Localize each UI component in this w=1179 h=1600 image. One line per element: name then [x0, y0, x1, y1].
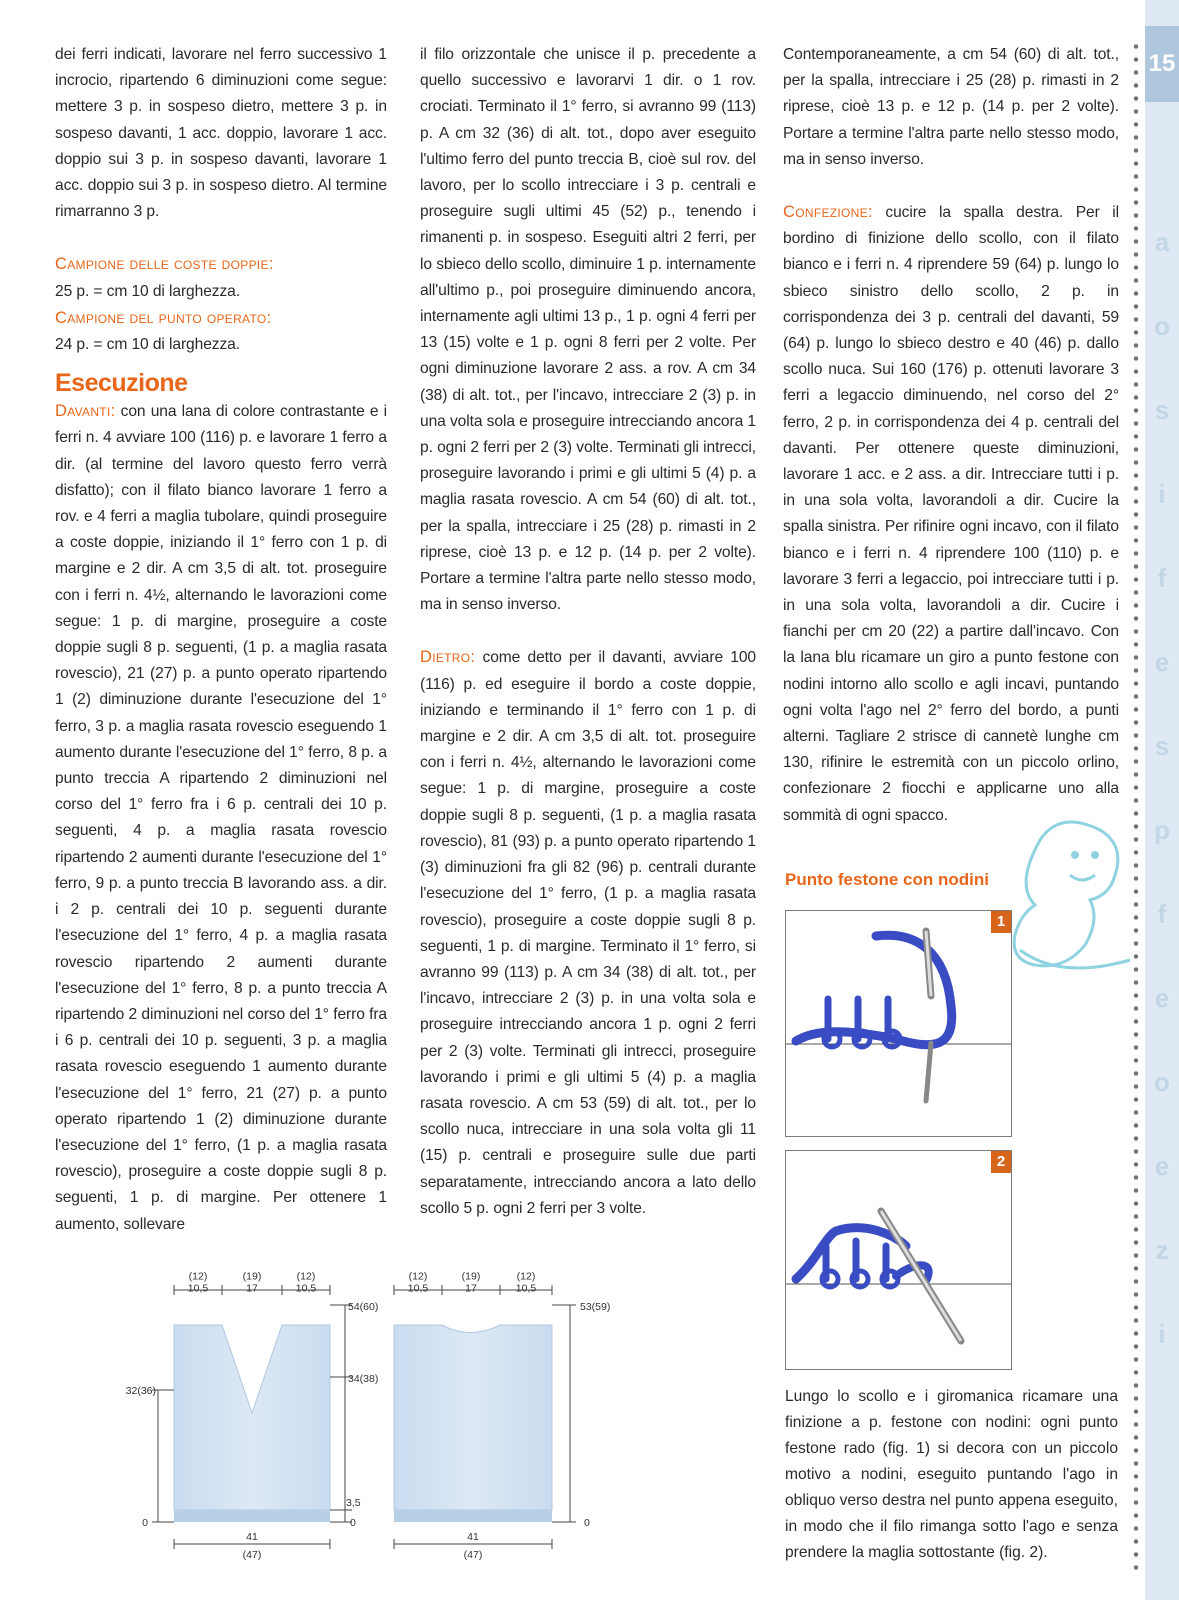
- gauge-pattern-label: Campione del punto operato:: [55, 308, 272, 327]
- front-piece: [174, 1325, 330, 1510]
- text-column-1: [55, 42, 387, 1238]
- front-top-dim-3-alt: (12): [296, 1270, 316, 1283]
- back-top-dim-2: 17: [465, 1282, 477, 1295]
- section-heading: Esecuzione: [55, 369, 188, 398]
- figure-title: Punto festone con nodini: [785, 870, 989, 889]
- side-index-strip: [1145, 0, 1179, 1600]
- back-width-alt: (47): [463, 1549, 483, 1561]
- figure-2: [785, 1150, 1012, 1370]
- figure-caption: Lungo lo scollo e i giromanica ricamare una finizione a p. festone con nodini: ogni punto festone rado (fig. 1) si decora con un piccolo motivo a nodini, eseguito puntando l'ago in obliquo verso destra nel punto appena eseguito, in modo che il filo rimanga sotto l'ago e senza prendere la maglia sottostante (fig. 2).: [785, 1388, 1118, 1561]
- front-top-dim-2-alt: (19): [242, 1270, 262, 1283]
- back-height-53: 53(59): [580, 1301, 611, 1313]
- finishing-instructions: Confezione: cucire la spalla destra. Per il bordino di finizione dello scollo, con il filato bianco e i ferri n. 4 riprendere 59 (64) p. lungo lo sbieco sinistro dello scollo, 2 p. in corrispondenza dei 3 p. centrali del davanti, 59 (64) p. lungo lo sbieco destro e 40 (46) p. dallo scollo nuca. Sui 160 (176) p. ottenuti lavorare 3 ferri a legaccio diminuendo, nel corso del 2° ferro, 2 p. in corrispondenza dei 4 p. centrali del davanti. Per ottenere queste diminuzioni, lavorare 1 acc. e 2 ass. a dir. Intrecciare tutti i p. in una sola volta, lavorandoli a dir. Cucire la spalla sinistra. Per rifinire ogni incavo, con il filato bianco e i ferri n. 4 riprendere 100 (110) p. e lavorare 3 ferri a legaccio, poi intrecciare tutti i p. in una sola volta, lavorandoli a dir. Cucire i fianchi per cm 20 (22) a partire dall'incavo. Con la lana blu ricamare un giro a punto festone con nodini intorno allo scollo e agli incavi, puntando ogni volta l'ago nel 2° ferro del bordo, a punti alterni. Tagliare 2 strisce di cannetè lunghe cm 130, rifinire le estremità con un piccolo orlino, confezionare 2 fiocchi e applicarne uno alla sommità di ogni spacco.: [783, 203, 1119, 824]
- garment-schema: [0, 1270, 760, 1600]
- front-zero-mid: 0: [350, 1517, 356, 1529]
- gauge-ribs-label: Campione delle coste doppie:: [55, 255, 274, 274]
- back-top-dim-3-alt: (12): [516, 1270, 536, 1283]
- back-continued: Contemporaneamente, a cm 54 (60) di alt. tot., per la spalla, intrecciare i 25 (28) p. rimasti in 2 riprese, cioè 13 p. e 12 p. (14 p. per 2 volte). Portare a termine l'altra parte nello stesso modo, ma in senso inverso.: [783, 46, 1119, 168]
- front-continued: il filo orizzontale che unisce il p. precedente a quello successivo e lavorarvi 1 dir. o 1 rov. crociati. Terminato il 1° ferro, si avranno 99 (113) p. A cm 32 (36) di alt. tot., dopo aver eseguito l'ultimo ferro del punto treccia B, cioè sul rov. del lavoro, per lo scollo intrecciare i 3 p. centrali e proseguire sugli ultimi 45 (52) p., tenendo i rimanenti p. in sospeso. Eseguiti altri 2 ferri, per lo sbieco dello scollo, diminuire 1 p. internamente all'ultimo p., poi proseguire diminuendo ancora, internamente agli ultimi 13 p., 1 p. ogni 4 ferri per 13 (15) volte e 1 p. ogni 8 ferri per 2 volte. Per ogni diminuzione lavorare 2 ass. a rov. A cm 34 (38) di alt. tot., per l'incavo, intrecciare 2 (3) p. in una volta sola e proseguire intrecciando ancora 1 p. ogni 2 ferri per 2 (3) volte. Terminati gli intrecci, proseguire lavorando i primi e gli ultimi 5 (4) p. a maglia rasata rovescio. A cm 54 (60) di alt. tot., per la spalla, intrecciare i 25 (28) p. rimasti in 2 riprese, cioè 13 p. e 12 p. (14 p. per 2 volte). Portare a termine l'altra parte nello stesso modo, ma in senso inverso.: [420, 46, 756, 614]
- figure-2-number: 2: [991, 1151, 1011, 1173]
- intro-paragraph: dei ferri indicati, lavorare nel ferro successivo 1 incrocio, ripartendo 6 diminuzioni come segue: mettere 3 p. in sospeso dietro, mettere 3 p. in sospeso davanti, 1 acc. doppio, lavorare 1 acc. doppio sui 3 p. in sospeso davanti, lavorare 1 acc. doppio sui 3 p. in sospeso dietro. Al termine rimarranno 3 p.: [55, 46, 387, 221]
- back-top-dim-3: 10,5: [515, 1282, 537, 1295]
- front-top-dim-1-alt: (12): [188, 1270, 208, 1283]
- gauge-ribs: Campione delle coste doppie: 25 p. = cm 10 di larghezza.: [55, 255, 274, 300]
- front-height-35: 3,5: [346, 1497, 361, 1509]
- text-column-2: [420, 42, 756, 1222]
- back-top-dim-1-alt: (12): [408, 1270, 428, 1283]
- text-column-3: [783, 42, 1119, 829]
- figure-1: [785, 910, 1012, 1137]
- front-height-54: 54(60): [348, 1301, 379, 1313]
- front-height-34: 34(38): [348, 1373, 379, 1385]
- back-top-dim-1: 10,5: [407, 1282, 429, 1295]
- buttonhole-stitch-illustration-2: [786, 1151, 1011, 1369]
- finishing-label: Confezione:: [783, 203, 873, 222]
- front-zero-left: 0: [142, 1517, 148, 1529]
- back-label: Dietro:: [420, 648, 476, 667]
- front-top-dim-1: 10,5: [187, 1282, 209, 1295]
- page-number: 15: [1145, 26, 1179, 102]
- figure-1-number: 1: [991, 911, 1011, 933]
- front-instructions: Davanti: con una lana di colore contrastante e i ferri n. 4 avviare 100 (116) p. e lavorare 1 ferro a dir. (al termine del lavoro questo ferro verrà disfatto); con il filato bianco lavorare 1 ferro a rov. e 4 ferri a maglia tubolare, quindi proseguire a coste doppie, iniziando il 1° ferro con 1 p. di margine e 2 dir. A cm 3,5 di alt. tot. proseguire con i ferri n. 4½, alternando le lavorazioni come segue: 1 p. di margine, proseguire a coste doppie sugli 8 p. seguenti, (1 p. a maglia rasata rovescio), 21 (27) p. a punto operato ripartendo 1 (2) diminuzione durante l'esecuzione del 1° ferro, 3 p. a maglia rasata rovescio eseguendo 1 aumento durante l'esecuzione del 1° ferro, 8 p. a punto treccia A ripartendo 2 diminuzioni nel corso del 1° ferro fra i 6 p. centrali dei 10 p. seguenti, 4 p. a maglia rasata rovescio ripartendo 2 aumenti durante l'esecuzione del 1° ferro, 9 p. a punto treccia B lavorando ass. a dir. i 2 p. centrali dei 10 p. seguenti durante l'esecuzione del 1° ferro, 4 p. a maglia rasata rovescio ripartendo 2 aumenti durante l'esecuzione del 1° ferro, 8 p. a punto treccia A ripartendo 2 diminuzioni nel corso del 1° ferro fra i 6 p. centrali dei 10 p. seguenti, 3 p. a maglia rasata rovescio eseguendo 1 aumento durante l'esecuzione del 1° ferro, 21 (27) p. a punto operato ripartendo 1 (2) diminuzione durante l'esecuzione del 1° ferro, (1 p. a maglia rasata rovescio), proseguire a coste doppie sugli 8 p. seguenti, 1 p. di margine. Per ottenere 1 aumento, sollevare: [55, 402, 387, 1233]
- back-instructions: Dietro: come detto per il davanti, avviare 100 (116) p. ed eseguire il bordo a coste doppie, iniziando e terminando il 1° ferro con 1 p. di margine e 2 dir. A cm 3,5 di alt. tot. proseguire con i ferri n. 4½, alternando le lavorazioni come segue: 1 p. di margine, proseguire a coste doppie sugli 8 p. seguenti, (1 p. a maglia rasata rovescio), 81 (93) p. a punto operato ripartendo 1 (3) diminuzioni fra gli 82 (96) p. centrali durante l'esecuzione del 1° ferro, (1 p. a maglia rasata rovescio), proseguire a coste doppie sugli 8 p. seguenti, 1 p. di margine. Terminato il 1° ferro, si avranno 99 (113) p. A cm 34 (38) di alt. tot., per l'incavo, intrecciare 2 (3) p. in una volta sola e proseguire intrecciando ancora 1 p. ogni 2 ferri per 2 (3) volte. Terminati gli intrecci, proseguire lavorando i primi e gli ultimi 5 (4) p. a maglia rasata rovescio. A cm 53 (59) di alt. tot., per lo scollo nuca, intrecciare in una sola volta gli 11 (15) p. centrali e proseguire sulle due parti separatamente, intrecciando ancora a lato dello scollo 5 p. ogni 2 ferri per 3 volte.: [420, 648, 756, 1217]
- front-width: 41: [246, 1531, 258, 1543]
- child-illustration: [1000, 800, 1140, 1000]
- buttonhole-stitch-illustration-1: [786, 911, 1011, 1136]
- back-top-dim-2-alt: (19): [461, 1270, 481, 1283]
- gauge-pattern: Campione del punto operato: 24 p. = cm 10 di larghezza.: [55, 308, 272, 354]
- front-top-dim-2: 17: [246, 1282, 258, 1295]
- front-rib: [174, 1510, 330, 1522]
- front-label: Davanti:: [55, 402, 116, 421]
- back-zero: 0: [584, 1517, 590, 1529]
- front-width-alt: (47): [242, 1549, 262, 1561]
- back-rib: [394, 1510, 552, 1522]
- front-top-dim-3: 10,5: [295, 1282, 317, 1295]
- back-piece: [394, 1325, 552, 1510]
- front-height-32: 32(36): [125, 1385, 156, 1397]
- side-letters: a o s i f e s p f e o e z i: [1154, 227, 1170, 1349]
- back-width: 41: [467, 1531, 479, 1543]
